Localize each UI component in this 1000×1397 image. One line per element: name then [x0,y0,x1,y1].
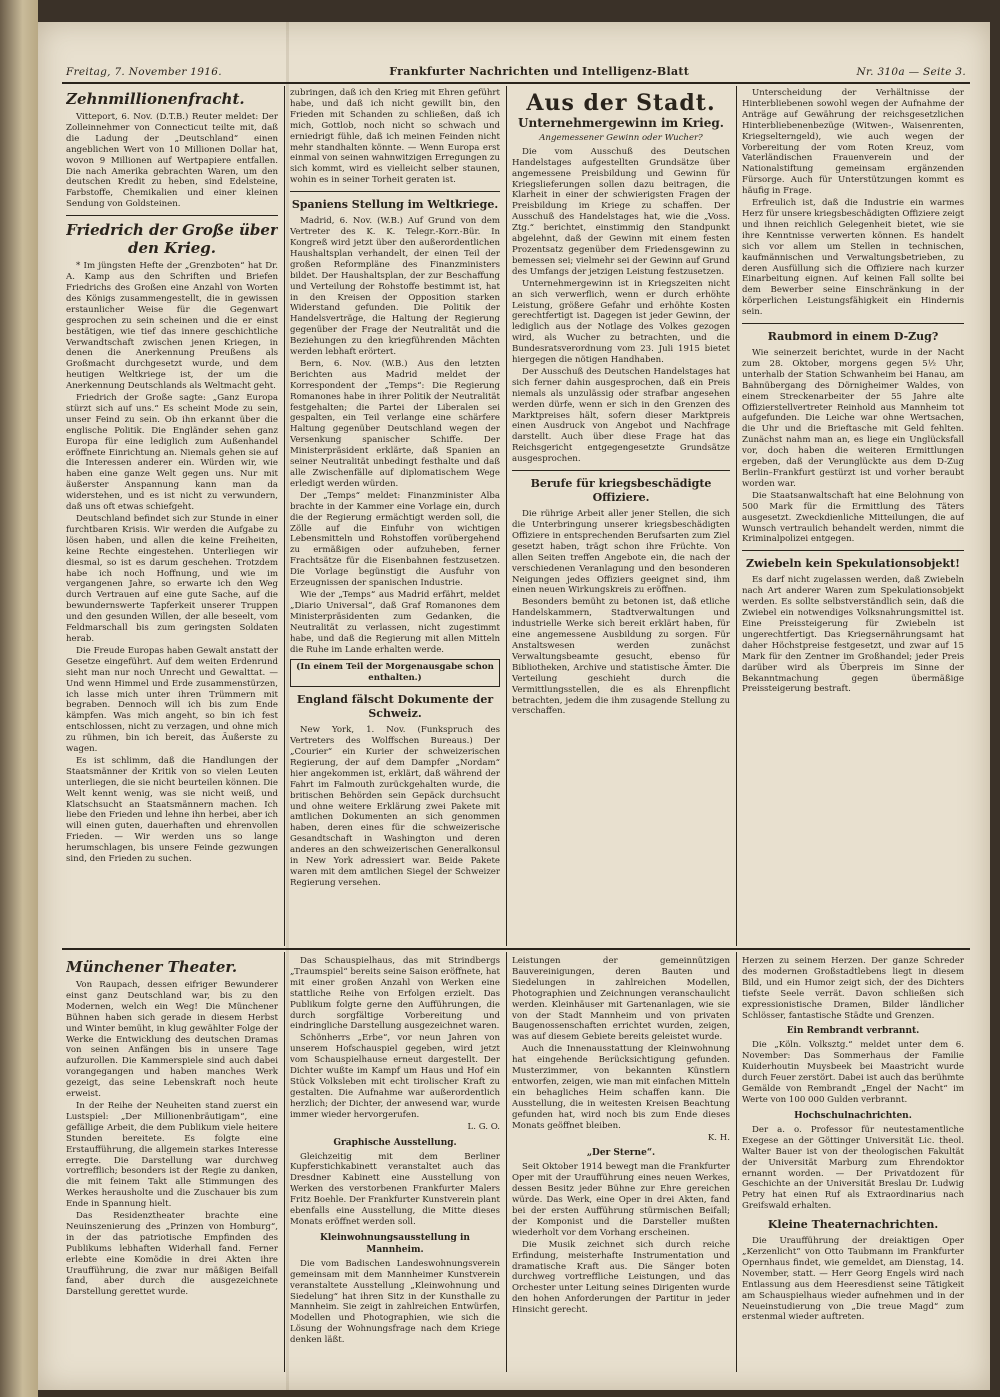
feuilleton-column-2 [290,956,500,1370]
article-kicker: Angemessener Gewinn oder Wucher? [539,132,703,143]
article-paragraph: Gleichzeitig mit dem Berliner Kupferstichkabinett veranstaltet auch das Dresdner Kabinett eine Ausstellung von Werken des verstorbenen Frankfurter Malers Fritz Boehle. Der Frankfurter Kunstverein plant ebenfalls eine Ausstellung, die Mitte dieses Monats eröffnet werden soll. [290,1151,500,1227]
article-paragraph: * Im jüngsten Hefte der „Grenzboten“ hat Dr. A. Kamp aus den Schriften und Briefen Friedrichs des Großen eine Anzahl von Worten des Königs zusammengestellt, die in gewissen erstaunlicher Weise für die Gegenwart gesprochen zu sein scheinen und die er einst bestätigen, wie tief das innere geschichtliche Verwandtschaft zwischen jenen Kriegen, in denen die Anerkennung Preußens als Großmacht durchgesetzt wurde, und dem heutigen Weltkriege ist, der um die Anerkennung Deutschlands als Weltmacht geht. [66,261,278,392]
column-2 [290,88,500,944]
column-rule [736,952,737,1372]
column-rule [736,86,737,946]
article-paragraph: Es ist schlimm, daß die Handlungen der Staatsmänner der Kritik von so vielen Leuten unterliegen, die sie nicht beurteilen können. Die Welt kennt wenig, was sie nicht weiß, und Klatschsucht an Staatsmännern machen. Ich liebe den Frieden und lehne ihn herbei, aber ich will einen guten, dauerhaften und ehrenvollen Frieden. — Wir werden uns so lange herumschlagen, bis unsere Feinde gezwungen sind, den Frieden zu suchen. [66,755,278,865]
column-rule [284,86,285,946]
article-separator [742,323,964,324]
column-rule [506,86,507,946]
article-separator [512,470,730,471]
article-paragraph: Der „Temps“ meldet: Finanzminister Alba brachte in der Kammer eine Vorlage ein, durch die der Regierung ermächtigt werden soll, die Zölle auf die Einfuhr von wichtigen Lebensmitteln und Rohstoffen vorübergehend zu ermäßigen oder aufzuheben, ferner Frachtsätze für die Eisenbahnen festzusetzen. Die Vorlage begünstigt die Ausfuhr von Erzeugnissen der spanischen Industrie. [290,490,500,589]
column-rule [284,952,285,1372]
article-paragraph: Die Freude Europas haben Gewalt anstatt der Gesetze eingeführt. Auf dem weiten Erdenrund sieht man nur noch Unrecht und Gewalttat. — Und wenn Himmel und Erde zusammenstürzen, ich lasse mich unter ihren Trümmern mit begraben. Dennoch will ich bis zum Ende kämpfen. Was mich angeht, so bin ich fest entschlossen, nicht zu verzagen, und ohne mich zu rühmen, bin ich bereit, das Äußerste zu wagen. [66,645,278,755]
column-3 [512,88,730,944]
headline-kleinwohnungsausstellung: Kleinwohnungsausstellung in Mannheim. [320,1232,470,1255]
headline-rembrandt: Ein Rembrandt verbrannt. [786,1026,920,1037]
previous-page-text-fragment [0,0,38,60]
article-separator [66,215,278,216]
headline-kleine-theaternachrichten: Kleine Theaternachrichten. [767,1218,939,1232]
article-paragraph: Wie seinerzeit berichtet, wurde in der Nacht zum 28. Oktober, morgens gegen 5½ Uhr, unterhalb der Station Schwanheim bei Hanau, am Bahnübergang des Dörnigheimer Waldes, von einem Streckenarbeiter der 55 Jahre alte Offizierstellvertreter Reinhold aus Mannheim tot aufgefunden. Die Leiche war ohne Wertsachen, die Uhr und die Brieftasche mit Geld fehlten. Zunächst nahm man an, es liege ein Unglücksfall vor, doch haben die weiteren Ermittlungen ergeben, daß der Verunglückte aus dem D-Zug Berlin–Frankfurt gestürzt ist und vorher beraubt worden war. [742,348,964,489]
article-paragraph: In der Reihe der Neuheiten stand zuerst ein Lustspiel: „Der Millionenbräutigam“, eine gefällige Arbeit, die dem Publikum viele heitere Stunden bereitete. Es folgte eine Erstaufführung, die allgemein starkes Interesse erregte. Die Darstellung war durchweg vortrefflich; besonders ist der Regie zu danken, die mit feinem Takt alle Stimmungen des Werkes herausholte und die Zuschauer bis zum Ende in Spannung hielt. [66,1100,278,1210]
feuilleton-column-4 [742,956,964,1370]
article-paragraph: zubringen, daß ich den Krieg mit Ehren geführt habe, und daß ich nicht gewillt bin, den Frieden mit Schanden zu schließen, daß ich mich, Gottlob, noch nicht so schwach und erniedrigt fühle, daß ich meinen Feinden nicht mehr standhalten könnte. — Wenn Europa erst einmal von seinen wahnwitzigen Erregungen zu sich kommt, wird es vielleicht selber staunen, wohin es in seiner Torheit geraten ist. [290,88,500,186]
edition-note: (In einem Teil der Morgenausgabe schon enthalten.) [290,659,500,687]
article-paragraph: Madrid, 6. Nov. (W.B.) Auf Grund von dem Vertreter des K. K. Telegr.-Korr.-Bür. In Kongreß wird jetzt über den außerordentlichen Haushaltsplan verhandelt, der einen Teil der großen Reformpläne des Finanzministers bildet. Der Haushaltsplan, der zur Beschaffung und Verteilung der Rohstoffe bestimmt ist, hat in den Kreisen der Opposition starken Widerstand gefunden. Die Politik der Handelsverträge, die Haltung der Regierung gegenüber der Frage der Neutralität und die Beziehungen zu den kriegführenden Mächten werden lebhaft erörtert. [290,216,500,358]
article-paragraph: Deutschland befindet sich zur Stunde in einer furchtbaren Krisis. Wir werden die Aufgabe zu lösen haben, und allen die keine Freiheiten, keine Rechte eingestehen. Unterliegen wir diesmal, so ist es darum geschehen. Trotzdem habe ich noch Hoffnung, und wie im vergangenen Jahre, so erwarte ich den Weg durch Vertrauen auf eine gute Sache, auf die bewundernswerte Tapferkeit unserer Truppen und den gesunden Willen, der alle beseelt, vom Feldmarschall bis zum geringsten Soldaten herab. [66,514,278,644]
headline-muenchener-theater: Münchener Theater. [66,958,238,976]
headline-hochschulnachrichten: Hochschulnachrichten. [794,1110,912,1121]
column-rule [506,952,507,1372]
article-paragraph: Seit Oktober 1914 bewegt man die Frankfurter Oper mit der Uraufführung eines neuen Werkes, dessen Besitz jeder Bühne zur Ehre gereichen würde. Das Werk, eine Oper in drei Akten, fand bei der ersten Aufführung stürmischen Beifall; der Komponist und die Darsteller mußten wiederholt vor dem Vorhang erscheinen. [512,1162,730,1238]
article-paragraph: Auch die Innenausstattung der Kleinwohnung hat eingehende Berücksichtigung gefunden. Musterzimmer, von bekannten Künstlern entworfen, zeigen, wie man mit einfachen Mitteln ein behagliches Heim schaffen kann. Die Ausstellung, die in weitesten Kreisen Beachtung gefunden hat, wird noch bis zum Ende dieses Monats geöffnet bleiben. [512,1044,730,1131]
headline-zehnmillionenfracht: Zehnmillionenfracht. [66,90,245,108]
article-paragraph: Erfreulich ist, daß die Industrie ein warmes Herz für unsere kriegsbeschädigten Offiziere zeigt und ihnen reichlich Gelegenheit bietet, wie sie ihre Kenntnisse verwerten können. Es handelt sich vor allem um Stellen in technischen, kaufmännischen und Verwaltungsbetrieben, zu deren Ausfüllung sich die Offiziere nach kurzer Einarbeitung eignen. Auf keinen Fall sollte bei dem Bewerber seine Einschränkung in der körperlichen Leistungsfähigkeit ein Hindernis sein. [742,198,964,318]
article-paragraph: Die Uraufführung der dreiaktigen Oper „Kerzenlicht“ von Otto Taubmann im Frankfurter Opernhaus findet, wie gemeldet, am Dienstag, 14. November, statt. — Herr Georg Engels wird nach Entlassung aus dem Heeresdienst seine Tätigkeit am Schauspielhaus wieder aufnehmen und in der Neueinstudierung von „Die treue Magd“ zum erstenmal wieder auftreten. [742,1236,964,1323]
headline-zwiebeln: Zwiebeln kein Spekulationsobjekt! [746,557,960,571]
previous-page-edge [0,0,38,1397]
article-paragraph: Das Schauspielhaus, das mit Strindbergs „Traumspiel“ bereits seine Saison eröffnete, hat mit einer großen Anzahl von Werken eine stattliche Reihe von Erfolgen erzielt. Das Publikum folgte gerne den Aufführungen, die durch sorgfältige Vorbereitung und eindringliche Darstellung ausgezeichnet waren. [290,956,500,1032]
article-separator [290,191,500,192]
headline-graphische-ausstellung: Graphische Ausstellung. [333,1137,457,1148]
article-paragraph: Bern, 6. Nov. (W.B.) Aus den letzten Berichten aus Madrid meldet der Korrespondent der „Temps“: Die Regierung Romanones habe in ihrer Politik der Neutralität festgehalten; die Partei der Liberalen sei gespalten, ein Teil verlange eine schärfere Haltung gegenüber Deutschland wegen der Versenkung spanischer Schiffe. Der Ministerpräsident erklärte, daß Spanien an seiner Neutralität unbedingt festhalte und daß alle Zwischenfälle auf diplomatischem Wege erledigt werden würden. [290,358,500,489]
page-number: Nr. 310a — Seite 3. [856,66,966,78]
headline-der-sterne: „Der Sterne“. [586,1148,656,1159]
author-signature: K. H. [707,1132,730,1143]
article-paragraph: New York, 1. Nov. (Funkspruch des Vertreters des Wolffschen Bureaus.) Der „Courier“ ein Kurier der schweizerischen Regierung, der auf dem Dampfer „Nordam“ hier angekommen ist, erklärt, daß während der Fahrt im Falmouth zurückgehalten wurde, die britischen Behörden sein Gepäck durchsucht und ohne weitere Erklärung zwei Pakete mit amtlichen Dokumenten an sich genommen haben, deren eines für die schweizerische Gesandtschaft in Washington und deren anderes an den schweizerischen Generalkonsul in New York adressiert war. Beide Pakete waren mit dem amtlichen Siegel der Schweizer Regierung versehen. [290,725,500,888]
article-paragraph: Von Raupach, dessen eifriger Bewunderer einst ganz Deutschland war, bis zu den Modernen, welch ein Weg! Die Münchener Bühnen haben sich gerade in diesem Herbst und Winter bemüht, in klug gewählter Folge der Werke die Entwicklung des deutschen Dramas von seinen Anfängen bis in unsere Tage aufzurollen. Die Kammerspiele sind auch dabei vorangegangen und haben manches Werk gezeigt, das seine Lebenskraft noch heute erweist. [66,980,278,1100]
author-signature: L. G. O. [467,1121,500,1132]
article-paragraph: Wie der „Temps“ aus Madrid erfährt, meldet „Diario Universal“, daß Graf Romanones dem Ministerpräsidenten zum Gedanken, die Neutralität zu verlassen, nicht zugestimmt habe, und daß die Regierung mit allen Mitteln die Ruhe im Lande erhalten werde. [290,589,500,655]
article-paragraph: Herzen zu seinem Herzen. Der ganze Schreder des modernen Großstadtlebens liegt in diesem Bild, und ein Humor zeigt sich, der des Dichters tiefste Seele verrät. Davon schließen sich expressionistische Dramen, Bilder ländlicher Schlösser, fantastische Städte und Grenzen. [742,956,964,1021]
article-paragraph: Die rührige Arbeit aller jener Stellen, die sich die Unterbringung unserer kriegsbeschädigten Offiziere in entsprechenden Berufsarten zum Ziel gesetzt haben, trägt schon ihre Früchte. Von allen Seiten treffen Angebote ein, die nach der verschiedenen Veranlagung und den besonderen Neigungen jedes Offiziers geeignet sind, ihm einen neuen Wirkungskreis zu eröffnen. [512,509,730,596]
article-paragraph: Das Residenztheater brachte eine Neuinszenierung des „Prinzen von Homburg“, in der das patriotische Empfinden des Publikums lebhaften Widerhall fand. Ferner erlebte eine Komödie in drei Akten ihre Uraufführung, die zwar nur mäßigen Beifall fand, aber durch die ausgezeichnete Darstellung gerettet wurde. [66,1211,278,1298]
header-rule [62,82,970,84]
article-paragraph: Vitteport, 6. Nov. (D.T.B.) Reuter meldet: Der Zolleinnehmer von Connecticut teilte mit, daß die Ladung der „Deutschland“ einen angeblichen Wert von 10 Millionen Dollar hat, wovon 9 Millionen auf Wertpapiere entfallen. Die nach Amerika gebrachten Waren, um den deutschen Kredit zu heben, sind Edelsteine, Farbstoffe, Chemikalien und einer kleinen Sendung von Goldsteinen. [66,112,278,210]
newspaper-title: Frankfurter Nachrichten und Intelligenz-Blatt [389,65,690,78]
section-rule [62,948,970,950]
column-1 [66,88,278,944]
headline-friedrich: Friedrich der Große über den Krieg. [66,221,278,258]
article-paragraph: Unterscheidung der Verhältnisse der Hinterbliebenen sowohl wegen der Aufnahme der Anträge auf Gewährung der reichsgesetzlichen Hinterbliebenenbezüge (Witwen-, Waisenrenten, Kriegselterngeld), wie auch wegen der Vorbereitung der vom Roten Kreuz, vom Vaterländischen Frauenverein und der Nationalstiftung gemeinsam ergänzenden Fürsorge. Auch für Unterstützungen kommt es häufig in Frage. [742,88,964,197]
article-paragraph: Der Ausschuß des Deutschen Handelstages hat sich ferner dahin ausgesprochen, daß ein Preis niemals als unzulässig oder strafbar angesehen werden dürfe, wenn er sich in den Grenzen des Marktpreises hält, sofern dieser Marktpreis einen Ausdruck von Angebot und Nachfrage darstellt. Auch über diese Frage hat das Reichsgericht entgegengesetzte Grundsätze ausgesprochen. [512,366,730,465]
article-paragraph: Die Musik zeichnet sich durch reiche Erfindung, meisterhafte Instrumentation und dramatische Kraft aus. Die Sänger boten durchweg vortreffliche Leistungen, und das Orchester unter Leitung seines Dirigenten wurde den hohen Anforderungen der Partitur in jeder Hinsicht gerecht. [512,1239,730,1316]
article-paragraph: Die „Köln. Volksztg.“ meldet unter dem 6. November: Das Sommerhaus der Familie Kuiderhoutin Muysbeek bei Maastricht wurde durch Feuer zerstört. Dabei ist auch das berühmte Gemälde von Rembrandt „Engel der Nacht“ im Werte von 100 000 Gulden verbrannt. [742,1040,964,1105]
article-paragraph: Die vom Badischen Landeswohnungsverein gemeinsam mit dem Mannheimer Kunstverein veranstaltete Ausstellung „Kleinwohnung und Siedelung“ hat ihren Sitz in der Kunsthalle zu Mannheim. Sie zeigt in zahlreichen Entwürfen, Modellen und Photographien, wie sich die Lösung der Wohnungsfrage nach dem Kriege denken läßt. [290,1258,500,1346]
article-paragraph: Es darf nicht zugelassen werden, daß Zwiebeln nach Art anderer Waren zum Spekulationsobjekt werden. Es sollte selbstverständlich sein, daß die Zwiebel ein notwendiges Volksnahrungsmittel ist. Eine Preissteigerung für Zwiebeln ist ungerechtfertigt. Das Kriegsernährungsamt hat daher Höchstpreise festgesetzt, und zwar auf 15 Mark für den Zentner im Großhandel; jeder Preis darüber wird als Überpreis im Sinne der Bekanntmachung gegen übermäßige Preissteigerung bestraft. [742,575,964,695]
newspaper-page [38,22,990,1390]
article-paragraph: Die vom Ausschuß des Deutschen Handelstages aufgestellten Grundsätze über angemessene Preisbildung und Gewinn für Kriegslieferungen sollen dazu beitragen, die Klarheit in einer der schwierigsten Fragen der Preisbildung im Kriege zu schaffen. Der Ausschuß des Handelstages hat, wie die „Voss. Ztg.“ berichtet, einstimmig den Standpunkt abgelehnt, daß der Gewinn mit einem festen Prozentsatz gegenüber dem Friedensgewinn zu bemessen sei; vielmehr sei der Gewinn auf Grund des Umfangs der jetzigen Leistung festzusetzen. [512,146,730,277]
article-paragraph: Schönherrs „Erbe“, vor neun Jahren von unserem Hofschauspiel gegeben, wird jetzt vom Schauspielhause erneut dargestellt. Der Dichter wußte im Kampf um Haus und Hof ein Stück Volksleben mit echt tirolischer Kraft zu gestalten. Die Aufnahme war außerordentlich herzlich; der Dichter, der anwesend war, wurde immer wieder hervorgerufen. [290,1033,500,1120]
page-header [66,60,966,78]
column-4 [742,88,964,944]
headline-berufe: Berufe für kriegsbeschädigte Offiziere. [530,477,712,505]
headline-raubmord: Raubmord in einem D-Zug? [767,330,939,344]
article-separator [742,550,964,551]
article-paragraph: Die Staatsanwaltschaft hat eine Belohnung von 500 Mark für die Ermittlung des Täters ausgesetzt. Zweckdienliche Mitteilungen, die auf Wunsch vertraulich behandelt werden, nimmt die Kriminalpolizei entgegen. [742,490,964,545]
article-paragraph: Friedrich der Große sagte: „Ganz Europa stürzt sich auf uns.“ Es scheint Mode zu sein, unser Feind zu sein. Ob ihn erkannt über die englische Politik. Die Engländer sehen ganz Europa für eine lediglich zum Außenhandel eröffnete Einrichtung an. Niemals gehen sie auf die Interessen anderer ein. Würden wir, wie haben eine ganze Welt gegen uns. Nur mit äußerster Anspannung kann man da widerstehen, und es ist nicht zu verwundern, daß uns oft etwas schiefgeht. [66,393,278,513]
headline-unternehmergewinn: Unternehmergewinn im Krieg. [518,116,724,130]
article-paragraph: Der a. o. Professor für neutestamentliche Exegese an der Göttinger Universität Lic. theol. Walter Bauer ist von der theologischen Fakultät der Universität Marburg zum Ehrendoktor ernannt worden. — Der Privatdozent für Geschichte an der Universität Breslau Dr. Ludwig Petry hat einen Ruf als Extraordinarius nach Greifswald erhalten. [742,1124,964,1212]
article-paragraph: Unternehmergewinn ist in Kriegszeiten nicht an sich verwerflich, wenn er durch erhöhte Leistung, größere Gefahr und erhöhte Kosten gerechtfertigt ist. Dagegen ist jeder Gewinn, der lediglich aus der Notlage des Volkes gezogen wird, als Wucher zu betrachten, und die Bundesratsverordnung vom 23. Juli 1915 bietet hiergegen die nötigen Handhaben. [512,278,730,366]
column-divider [286,22,289,1390]
article-paragraph: Leistungen der gemeinnützigen Bauvereinigungen, deren Bauten und Siedelungen in zahlreichen Modellen, Photographien und Zeichnungen veranschaulicht werden. Kleinhäuser mit Gartenanlagen, wie sie von der Stadt Mannheim und von privaten Baugenossenschaften errichtet wurden, zeigen, was auf diesem Gebiete bereits geleistet wurde. [512,956,730,1043]
section-title-aus-der-stadt: Aus der Stadt. [526,90,716,116]
issue-date: Freitag, 7. November 1916. [66,66,222,78]
headline-spanien: Spaniens Stellung im Weltkriege. [291,198,499,212]
headline-england: England fälscht Dokumente der Schweiz. [296,693,494,721]
feuilleton-column-1 [66,956,278,1370]
article-paragraph: Besonders bemüht zu betonen ist, daß etliche Handelskammern, Stadtverwaltungen und industrielle Werke sich bereit erklärt haben, für eine angemessene Ausbildung zu sorgen. Für Anstaltswesen werden zunächst Verwaltungsbeamte gesucht, ebenso für Bibliotheken, Archive und statistische Ämter. Die Verteilung geschieht durch die Vermittlungsstellen, die es als Ehrenpflicht betrachten, jedem die ihm zusagende Stellung zu verschaffen. [512,597,730,717]
feuilleton-column-3 [512,956,730,1370]
